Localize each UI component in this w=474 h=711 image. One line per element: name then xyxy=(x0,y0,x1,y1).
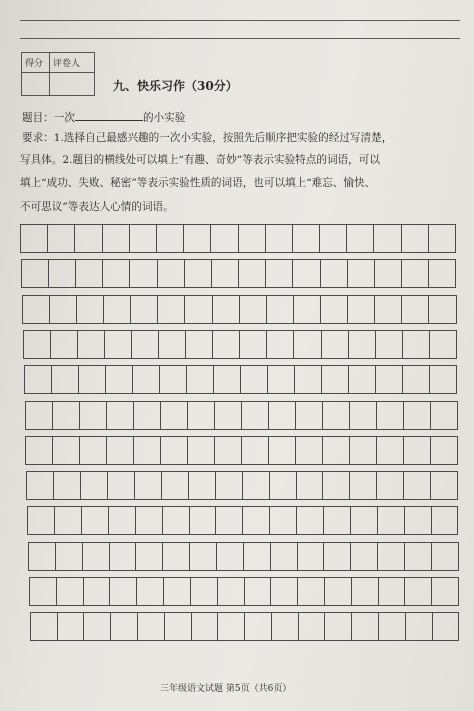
grid-cell-divider xyxy=(404,543,405,570)
grid-cell-divider xyxy=(191,613,192,640)
grid-cell-divider xyxy=(322,437,323,464)
grid-cell-divider xyxy=(266,331,267,358)
grid-cell-divider xyxy=(298,613,299,640)
grid-cell-divider xyxy=(319,225,320,252)
grid-cell-divider xyxy=(324,613,325,640)
grid-cell-divider xyxy=(293,331,294,358)
grid-cell-divider xyxy=(75,260,76,287)
grid-cell-divider xyxy=(374,260,375,287)
grid-cell-divider xyxy=(349,437,350,464)
grid-cell-divider xyxy=(269,472,270,499)
grid-cell-divider xyxy=(28,543,29,570)
grid-cell-divider xyxy=(322,472,323,499)
grid-cell-divider xyxy=(431,543,432,570)
essay-title-prefix: 题目：一次 xyxy=(22,112,75,124)
grid-cell-divider xyxy=(270,578,271,605)
grid-cell-divider xyxy=(157,260,158,287)
grid-row xyxy=(25,401,458,430)
grid-cell-divider xyxy=(404,578,405,605)
grid-cell-divider xyxy=(349,402,350,429)
grid-cell-divider xyxy=(213,366,214,393)
grid-cell-divider xyxy=(52,437,53,464)
grid-cell-divider xyxy=(50,331,51,358)
grid-cell-divider xyxy=(55,543,56,570)
grid-cell-divider xyxy=(293,296,294,323)
grid-cell-divider xyxy=(295,402,296,429)
grid-cell-divider xyxy=(24,366,25,393)
grid-cell-divider xyxy=(211,260,212,287)
grid-cell-divider xyxy=(83,578,84,605)
grid-cell-divider xyxy=(188,472,189,499)
requirement-line-4: 不可思议”等表达人心情的词语。 xyxy=(20,201,174,213)
grid-cell-divider xyxy=(405,613,406,640)
grid-cell-divider xyxy=(351,578,352,605)
grid-cell-divider xyxy=(130,296,131,323)
grid-cell-divider xyxy=(49,296,50,323)
grid-cell-divider xyxy=(324,578,325,605)
section-title: 九、快乐习作（30分） xyxy=(113,79,238,93)
grid-cell-divider xyxy=(243,543,244,570)
grid-cell-divider xyxy=(458,613,459,640)
grid-cell-divider xyxy=(240,366,241,393)
grid-cell-divider xyxy=(81,507,82,534)
grid-cell-divider xyxy=(296,472,297,499)
grid-cell-divider xyxy=(428,296,429,323)
grid-cell-divider xyxy=(431,507,432,534)
grid-cell-divider xyxy=(401,260,402,287)
grid-cell-divider xyxy=(214,437,215,464)
grid-cell-divider xyxy=(132,366,133,393)
grid-cell-divider xyxy=(77,331,78,358)
grid-cell-divider xyxy=(238,260,239,287)
grid-cell-divider xyxy=(239,296,240,323)
grid-row xyxy=(29,577,459,606)
grid-cell-divider xyxy=(215,507,216,534)
grid-cell-divider xyxy=(78,366,79,393)
grid-cell-divider xyxy=(349,472,350,499)
score-table-divider xyxy=(49,53,50,95)
grid-cell-divider xyxy=(25,402,26,429)
grid-cell-divider xyxy=(129,260,130,287)
grid-cell-divider xyxy=(134,472,135,499)
grid-cell-divider xyxy=(129,225,130,252)
grid-cell-divider xyxy=(157,296,158,323)
grid-row xyxy=(23,330,457,359)
grid-row xyxy=(27,506,458,535)
grid-cell-divider xyxy=(241,402,242,429)
grid-row xyxy=(24,365,458,394)
grader-label: 评卷人 xyxy=(53,59,81,69)
grid-cell-divider xyxy=(83,613,84,640)
grid-cell-divider xyxy=(294,366,295,393)
grid-cell-divider xyxy=(376,402,377,429)
grid-cell-divider xyxy=(57,613,58,640)
grid-cell-divider xyxy=(79,437,80,464)
grid-cell-divider xyxy=(351,613,352,640)
grid-cell-divider xyxy=(455,260,456,287)
grid-cell-divider xyxy=(458,578,459,605)
grid-row xyxy=(22,295,457,324)
grid-cell-divider xyxy=(244,578,245,605)
grid-cell-divider xyxy=(375,331,376,358)
grid-cell-divider xyxy=(239,331,240,358)
grid-cell-divider xyxy=(79,402,80,429)
grid-cell-divider xyxy=(21,260,22,287)
grid-cell-divider xyxy=(266,296,267,323)
grid-cell-divider xyxy=(322,402,323,429)
grid-cell-divider xyxy=(214,402,215,429)
grid-cell-divider xyxy=(402,366,403,393)
essay-title xyxy=(22,110,185,125)
grid-cell-divider xyxy=(133,402,134,429)
grid-cell-divider xyxy=(271,613,272,640)
grid-cell-divider xyxy=(56,578,57,605)
grid-cell-divider xyxy=(292,225,293,252)
grid-cell-divider xyxy=(137,613,138,640)
grid-cell-divider xyxy=(376,472,377,499)
grid-cell-divider xyxy=(401,296,402,323)
grid-cell-divider xyxy=(185,331,186,358)
grid-cell-divider xyxy=(432,613,433,640)
top-rule-2 xyxy=(20,38,460,39)
grid-cell-divider xyxy=(403,437,404,464)
grid-cell-divider xyxy=(374,296,375,323)
grid-cell-divider xyxy=(431,578,432,605)
grid-cell-divider xyxy=(109,578,110,605)
grid-cell-divider xyxy=(456,366,457,393)
grid-cell-divider xyxy=(160,437,161,464)
grid-cell-divider xyxy=(135,543,136,570)
grid-cell-divider xyxy=(26,472,27,499)
grid-cell-divider xyxy=(184,296,185,323)
grid-row xyxy=(25,436,457,465)
grid-cell-divider xyxy=(48,260,49,287)
grid-cell-divider xyxy=(404,507,405,534)
grid-cell-divider xyxy=(403,472,404,499)
grid-cell-divider xyxy=(29,578,30,605)
grid-cell-divider xyxy=(107,472,108,499)
grid-cell-divider xyxy=(51,366,52,393)
grid-cell-divider xyxy=(187,402,188,429)
grid-cell-divider xyxy=(161,472,162,499)
grid-cell-divider xyxy=(27,507,28,534)
grid-cell-divider xyxy=(457,437,458,464)
grid-cell-divider xyxy=(321,331,322,358)
grid-cell-divider xyxy=(350,543,351,570)
grid-row xyxy=(30,612,459,641)
grid-cell-divider xyxy=(106,402,107,429)
grid-cell-divider xyxy=(320,296,321,323)
grid-cell-divider xyxy=(268,437,269,464)
grid-cell-divider xyxy=(189,543,190,570)
grid-cell-divider xyxy=(30,613,31,640)
grid-cell-divider xyxy=(270,543,271,570)
grid-cell-divider xyxy=(265,260,266,287)
grid-cell-divider xyxy=(106,437,107,464)
grid-cell-divider xyxy=(189,507,190,534)
grid-cell-divider xyxy=(136,578,137,605)
grid-cell-divider xyxy=(242,472,243,499)
grid-cell-divider xyxy=(241,437,242,464)
grid-cell-divider xyxy=(80,472,81,499)
grid-cell-divider xyxy=(217,578,218,605)
grid-cell-divider xyxy=(378,613,379,640)
grid-cell-divider xyxy=(456,296,457,323)
grid-cell-divider xyxy=(20,225,21,252)
grid-cell-divider xyxy=(297,543,298,570)
grid-cell-divider xyxy=(53,472,54,499)
grid-cell-divider xyxy=(346,225,347,252)
requirement-line-2: 写具体。2.题目的横线处可以填上“有趣、奇妙”等表示实验特点的词语，可以 xyxy=(20,154,380,166)
grid-cell-divider xyxy=(156,225,157,252)
grid-cell-divider xyxy=(216,543,217,570)
grid-cell-divider xyxy=(456,331,457,358)
grid-cell-divider xyxy=(430,472,431,499)
grid-cell-divider xyxy=(429,331,430,358)
grid-cell-divider xyxy=(347,260,348,287)
grid-cell-divider xyxy=(296,507,297,534)
grid-cell-divider xyxy=(244,613,245,640)
grid-cell-divider xyxy=(265,225,266,252)
score-label: 得分 xyxy=(25,59,44,69)
grid-cell-divider xyxy=(102,260,103,287)
grid-cell-divider xyxy=(104,331,105,358)
grid-cell-divider xyxy=(52,402,53,429)
grid-row xyxy=(26,471,458,500)
grid-cell-divider xyxy=(402,331,403,358)
grid-cell-divider xyxy=(292,260,293,287)
grid-cell-divider xyxy=(162,543,163,570)
grid-cell-divider xyxy=(212,331,213,358)
grid-cell-divider xyxy=(373,225,374,252)
essay-title-blank xyxy=(75,110,143,121)
grid-cell-divider xyxy=(428,225,429,252)
grid-cell-divider xyxy=(183,225,184,252)
grid-row xyxy=(20,224,456,253)
page-footer: 三年级语文试题 第5页（共6页） xyxy=(160,684,292,694)
grid-cell-divider xyxy=(105,366,106,393)
grid-cell-divider xyxy=(47,225,48,252)
grid-cell-divider xyxy=(76,296,77,323)
grid-cell-divider xyxy=(375,366,376,393)
grid-cell-divider xyxy=(269,507,270,534)
grid-cell-divider xyxy=(457,472,458,499)
grid-cell-divider xyxy=(190,578,191,605)
grid-cell-divider xyxy=(187,437,188,464)
grid-cell-divider xyxy=(350,507,351,534)
grid-cell-divider xyxy=(159,366,160,393)
grid-cell-divider xyxy=(110,613,111,640)
grid-cell-divider xyxy=(102,225,103,252)
grid-cell-divider xyxy=(455,225,456,252)
grid-cell-divider xyxy=(297,578,298,605)
grid-cell-divider xyxy=(268,402,269,429)
grid-cell-divider xyxy=(135,507,136,534)
grid-cell-divider xyxy=(186,366,187,393)
grid-cell-divider xyxy=(323,507,324,534)
grid-cell-divider xyxy=(23,331,24,358)
grid-row xyxy=(28,542,459,571)
grid-cell-divider xyxy=(323,543,324,570)
grid-cell-divider xyxy=(295,437,296,464)
grid-cell-divider xyxy=(458,543,459,570)
grid-cell-divider xyxy=(210,225,211,252)
grid-cell-divider xyxy=(403,402,404,429)
grid-cell-divider xyxy=(103,296,104,323)
grid-cell-divider xyxy=(82,543,83,570)
grid-cell-divider xyxy=(215,472,216,499)
grid-cell-divider xyxy=(430,402,431,429)
grid-cell-divider xyxy=(131,331,132,358)
grid-cell-divider xyxy=(74,225,75,252)
grid-cell-divider xyxy=(108,507,109,534)
grid-cell-divider xyxy=(133,437,134,464)
grid-cell-divider xyxy=(267,366,268,393)
essay-title-suffix: 的小实验 xyxy=(142,112,186,124)
grid-cell-divider xyxy=(378,578,379,605)
grid-cell-divider xyxy=(377,507,378,534)
grid-cell-divider xyxy=(376,437,377,464)
top-rule xyxy=(20,20,460,21)
grid-cell-divider xyxy=(162,507,163,534)
requirement-line-3: 填上“成功、失败、秘密”等表示实验性质的词语，也可以填上“难忘、愉快、 xyxy=(20,177,376,189)
grid-cell-divider xyxy=(238,225,239,252)
grid-cell-divider xyxy=(430,437,431,464)
grid-cell-divider xyxy=(428,260,429,287)
grid-cell-divider xyxy=(163,578,164,605)
grid-cell-divider xyxy=(401,225,402,252)
grid-cell-divider xyxy=(54,507,55,534)
grid-cell-divider xyxy=(212,296,213,323)
grid-cell-divider xyxy=(320,260,321,287)
grid-cell-divider xyxy=(22,296,23,323)
grid-cell-divider xyxy=(429,366,430,393)
grid-cell-divider xyxy=(457,402,458,429)
grid-cell-divider xyxy=(348,331,349,358)
grid-cell-divider xyxy=(109,543,110,570)
grid-cell-divider xyxy=(347,296,348,323)
grid-cell-divider xyxy=(242,507,243,534)
grid-cell-divider xyxy=(348,366,349,393)
grid-cell-divider xyxy=(321,366,322,393)
grid-cell-divider xyxy=(164,613,165,640)
grid-cell-divider xyxy=(25,437,26,464)
grid-cell-divider xyxy=(184,260,185,287)
grid-cell-divider xyxy=(160,402,161,429)
grid-cell-divider xyxy=(158,331,159,358)
grid-row xyxy=(21,259,456,288)
score-table xyxy=(21,52,95,96)
requirement-line-1: 要求：1.选择自己最感兴趣的一次小实验，按照先后顺序把实验的经过写清楚， xyxy=(22,132,393,144)
grid-cell-divider xyxy=(377,543,378,570)
grid-cell-divider xyxy=(217,613,218,640)
grid-cell-divider xyxy=(457,507,458,534)
